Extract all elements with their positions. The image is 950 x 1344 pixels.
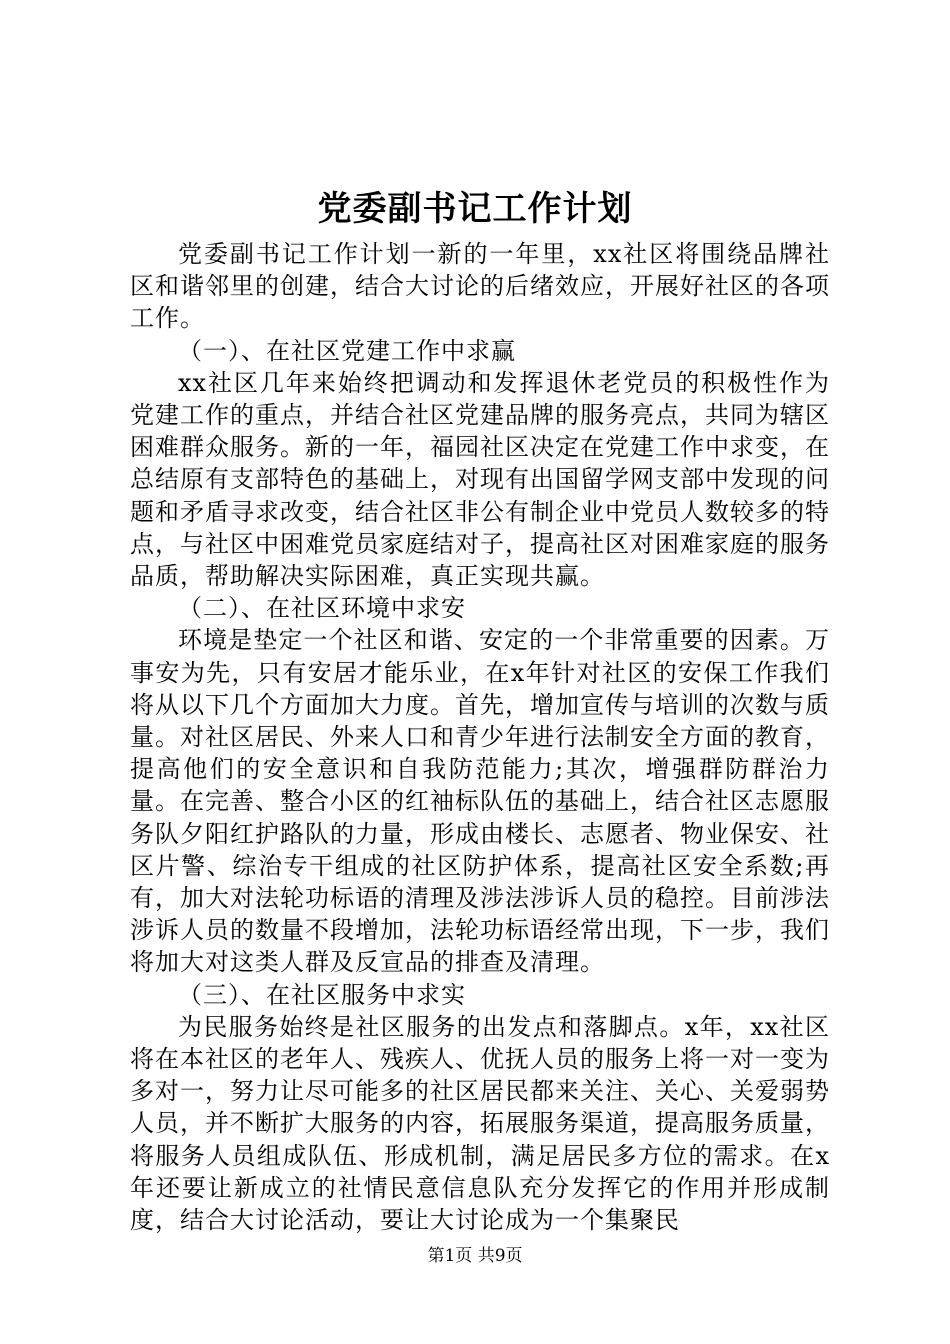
- section-heading-2: （二）、在社区环境中求安: [178, 594, 466, 623]
- intro-paragraph: 党委副书记工作计划一新的一年里，xx社区将围绕品牌社区和谐邻里的创建，结合大讨论的后绪效应，开展好社区的各项工作。: [130, 240, 830, 333]
- page-footer: 第1页 共9页: [427, 1246, 523, 1266]
- section-paragraph-3: 为民服务始终是社区服务的出发点和落脚点。x年，xx社区将在本社区的老年人、残疾人、优抚人员的服务上将一对一变为多对一，努力让尽可能多的社区居民都来关注、关心、关爱弱势人员，并不断扩大服务的内容，拓展服务渠道，提高服务质量，将服务人员组成队伍、形成机制，满足居民多方位的需求。在x年还要让新成立的社情民意信息队充分发挥它的作用并形成制度，结合大讨论活动，要让大讨论成为一个集聚民: [130, 1012, 830, 1235]
- section-paragraph-1: xx社区几年来始终把调动和发挥退休老党员的积极性作为党建工作的重点，并结合社区党建品牌的服务亮点，共同为辖区困难群众服务。新的一年，福园社区决定在党建工作中求变，在总结原有支部特色的基础上，对现有出国留学网支部中发现的问题和矛盾寻求改变，结合社区非公有制企业中党员人数较多的特点，与社区中困难党员家庭结对子，提高社区对困难家庭的服务品质，帮助解决实际困难，真正实现共赢。: [130, 368, 830, 591]
- section-heading-3: （三）、在社区服务中求实: [178, 980, 466, 1009]
- document-body: [130, 238, 830, 1236]
- document-title: 党委副书记工作计划: [317, 189, 633, 229]
- section-heading-1: （一）、在社区党建工作中求赢: [178, 336, 516, 365]
- section-paragraph-2: 环境是垫定一个社区和谐、安定的一个非常重要的因素。万事安为先，只有安居才能乐业，在x年针对社区的安保工作我们将从以下几个方面加大力度。首先，增加宣传与培训的次数与质量。对社区居民、外来人口和青少年进行法制安全方面的教育，提高他们的安全意识和自我防范能力;其次，增强群防群治力量。在完善、整合小区的红袖标队伍的基础上，结合社区志愿服务队夕阳红护路队的力量，形成由楼长、志愿者、物业保安、社区片警、综治专干组成的社区防护体系，提高社区安全系数;再有，加大对法轮功标语的清理及涉法涉诉人员的稳控。目前涉法涉诉人员的数量不段增加，法轮功标语经常出现，下一步，我们将加大对这类人群及反宣品的排查及清理。: [130, 626, 830, 977]
